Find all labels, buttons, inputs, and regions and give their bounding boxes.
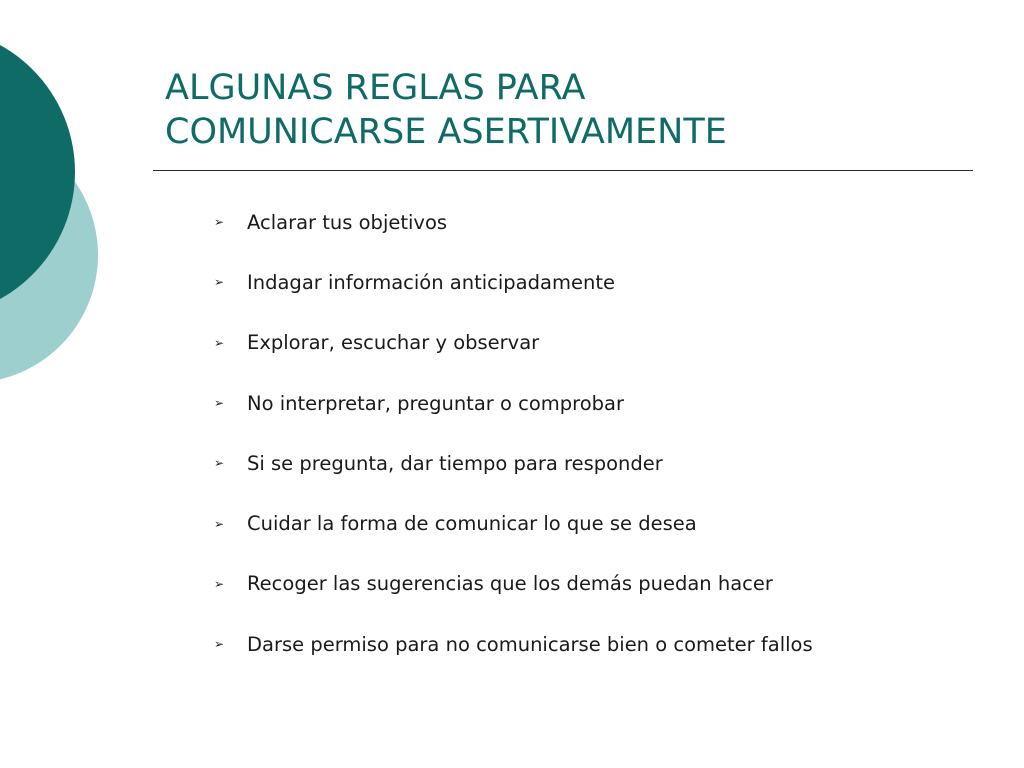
arrowhead-bullet-icon: ➢ xyxy=(214,335,225,350)
bullet-item xyxy=(214,554,813,614)
arrowhead-bullet-icon: ➢ xyxy=(214,516,225,531)
bullet-item xyxy=(214,493,813,553)
bullet-item xyxy=(214,373,813,433)
bullet-text: Cuidar la forma de comunicar lo que se desea xyxy=(247,512,697,536)
bullet-text: Darse permiso para no comunicarse bien o cometer fallos xyxy=(247,632,813,656)
bullet-text: No interpretar, preguntar o comprobar xyxy=(247,391,625,415)
slide-title xyxy=(165,66,965,154)
bullet-item xyxy=(214,252,813,312)
arrowhead-bullet-icon: ➢ xyxy=(214,396,225,411)
bullet-list xyxy=(214,206,813,688)
slide-title-line-2: COMUNICARSE ASERTIVAMENTE xyxy=(165,112,727,152)
slide-title-line-1: ALGUNAS REGLAS PARA xyxy=(165,68,586,108)
bullet-item xyxy=(214,614,813,674)
arrowhead-bullet-icon: ➢ xyxy=(214,637,225,652)
arrowhead-bullet-icon: ➢ xyxy=(214,456,225,471)
bullet-text: Si se pregunta, dar tiempo para responder xyxy=(247,451,663,475)
arrowhead-bullet-icon: ➢ xyxy=(214,576,225,591)
bullet-text: Aclarar tus objetivos xyxy=(247,210,448,234)
decorative-circles xyxy=(0,0,120,420)
bullet-text: Recoger las sugerencias que los demás puedan hacer xyxy=(247,572,773,596)
bullet-text: Explorar, escuchar y observar xyxy=(247,331,540,355)
bullet-text: Indagar información anticipadamente xyxy=(247,270,615,294)
bullet-item xyxy=(214,433,813,493)
arrowhead-bullet-icon: ➢ xyxy=(214,275,225,290)
bullet-item xyxy=(214,192,813,252)
arrowhead-bullet-icon: ➢ xyxy=(214,215,225,230)
title-divider xyxy=(153,170,973,171)
bullet-item xyxy=(214,313,813,373)
